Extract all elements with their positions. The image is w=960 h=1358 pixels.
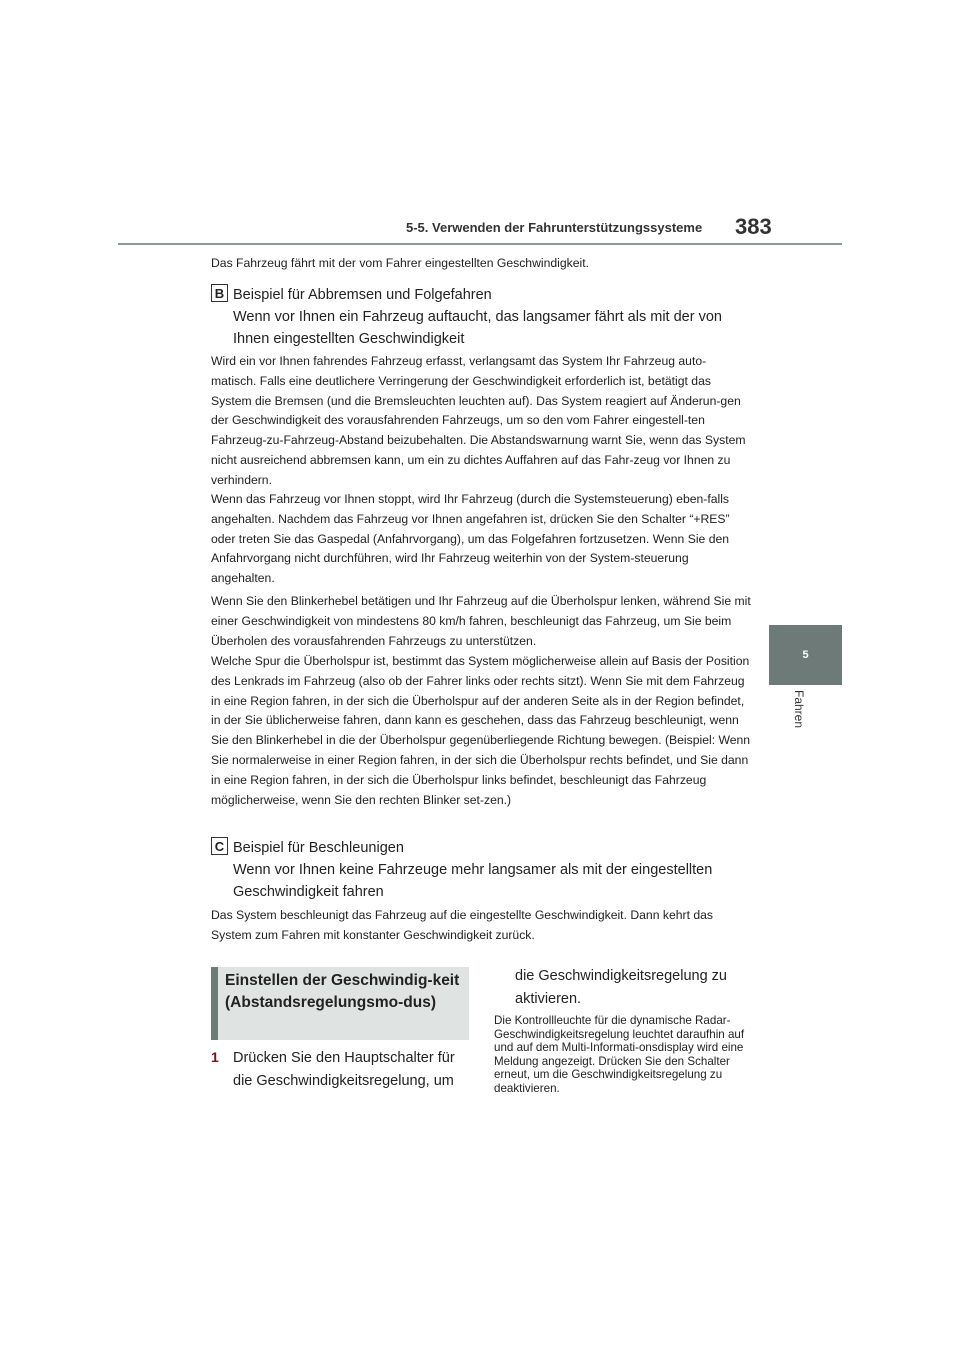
label-b: B [211,284,228,302]
section-b-paragraph-4: Welche Spur die Überholspur ist, bestimmt das System möglicherweise allein auf Basis der Position des Lenkrads im Fahrzeug (also ob der Fahrer links oder rechts sitzt). Wenn Sie mit dem Fahrzeug in eine Region fahren, in der sich die Überholspur auf der anderen Seite als in der Region befindet, in der Sie üblicherweise fahren, dann kann es geschehen, dass das Fahrzeug beschleunigt, wenn Sie den Blinkerhebel in die der Überholspur gegenüberliegende Richtung bewegen. (Beispiel: Wenn Sie normalerweise in einer Region fahren, in der sich die Überholspur rechts befindet, und Sie dann in eine Region fahren, in der sich die Überholspur links befindet, beschleunigt das Fahrzeug möglicherweise, wenn Sie den rechten Blinker set-zen.) [211,654,751,807]
settings-note: Die Kontrollleuchte für die dynamische Radar-Geschwindigkeitsregelung leuchtet daraufhin auf und auf dem Multi-Informati-onsdisplay wird eine Meldung angezeigt. Drücken Sie den Schalter erneut, um die Geschwindigkeitsregelung zu deaktivieren. [494,1014,745,1095]
step-number: 1 [211,1049,219,1065]
step-text: Drücken Sie den Hauptschalter für die Geschwindigkeitsregelung, um [233,1050,455,1089]
section-b-paragraph-3: Wenn Sie den Blinkerhebel betätigen und Ihr Fahrzeug auf die Überholspur lenken, während Sie mit einer Geschwindigkeit von mindestens 80 km/h fahren, beschleunigt das Fahrzeug, um Sie beim Überholen des vorausfahrenden Fahrzeugs zu unterstützen. [211,594,751,648]
settings-heading: Einstellen der Geschwindig-keit (Abstandsregelungsmo-dus) [211,967,469,1040]
chapter-tab [769,625,842,685]
step-continuation: die Geschwindigkeitsregelung zu aktivieren. [515,968,727,1007]
chapter-title: Fahren [792,690,806,729]
section-b-title: Beispiel für Abbremsen und Folgefahren [233,287,492,303]
section-b-paragraph-2: Wenn das Fahrzeug vor Ihnen stoppt, wird Ihr Fahrzeug (durch die Systemsteuerung) eben-falls angehalten. Nachdem das Fahrzeug vor Ihnen angefahren ist, drücken Sie den Schalter “+RES” oder treten Sie das Gaspedal (Anfahrvorgang), um das Folgefahren fortzusetzen. Wenn Sie den Anfahrvorgang nicht durchführen, wird Ihr Fahrzeug weiterhin von der System-steuerung angehalten. [211,492,730,586]
section-b-heading [233,284,753,350]
section-b-subtitle: Wenn vor Ihnen ein Fahrzeug auftaucht, das langsamer fährt als mit der von Ihnen eingestellten Geschwindigkeit [233,309,722,347]
label-c: C [211,837,228,855]
section-c-paragraph: Das System beschleunigt das Fahrzeug auf die eingestellte Geschwindigkeit. Dann kehrt das System zum Fahren mit konstanter Geschwindigkeit zurück. [211,908,713,942]
section-c-title: Beispiel für Beschleunigen [233,840,404,856]
page-number: 383 [735,214,772,239]
intro-text: Das Fahrzeug fährt mit der vom Fahrer eingestellten Geschwindigkeit. [211,256,589,270]
section-b-paragraph-1: Wird ein vor Ihnen fahrendes Fahrzeug erfasst, verlangsamt das System Ihr Fahrzeug auto-matisch. Falls eine deutlichere Verringerung der Geschwindigkeit erforderlich ist, betätigt das System die Bremsen (und die Bremsleuchten leuchten auf). Das System reagiert auf Änderun-gen der Geschwindigkeit des vorausfahrenden Fahrzeugs, um so den vom Fahrer eingestell-ten Fahrzeug-zu-Fahrzeug-Abstand beizubehalten. Die Abstandswarnung warnt Sie, wenn das System nicht ausreichend abbremsen kann, um ein zu dichtes Auffahren auf das Fahr-zeug vor Ihnen zu verhindern. [211,354,746,487]
chapter-number: 5 [802,649,809,661]
section-c-subtitle: Wenn vor Ihnen keine Fahrzeuge mehr langsamer als mit der eingestellten Geschwindigkeit fahren [233,862,713,900]
header-divider [118,243,842,245]
section-c-heading [233,837,753,903]
section-title: 5-5. Verwenden der Fahrunterstützungssysteme [406,220,703,235]
